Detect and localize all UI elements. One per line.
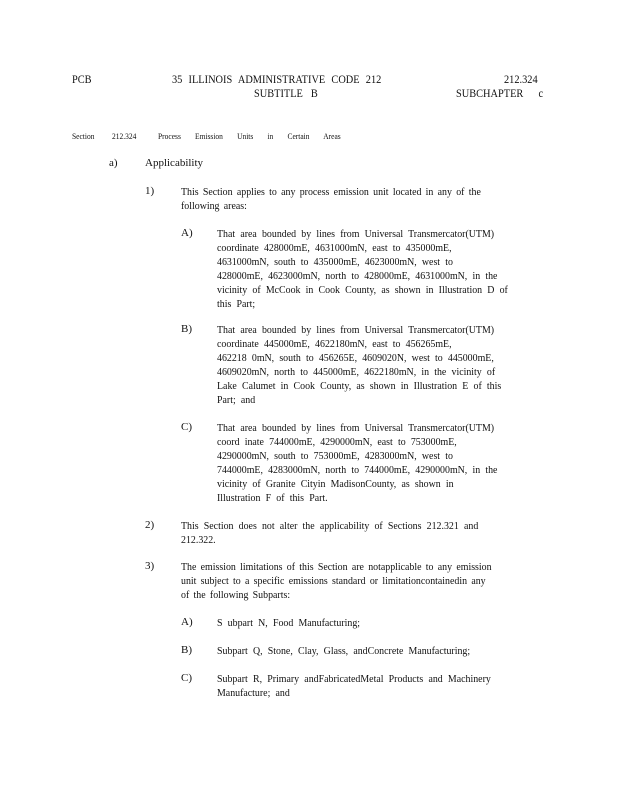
text-line: 4609020mN, north to 445000mE, 4622180mN, in the vicinity of xyxy=(217,366,496,378)
header-subtitle: SUBTITLE B xyxy=(254,88,318,100)
item-1-text xyxy=(181,185,481,213)
text-line: vicinity of McCook in Cook County, as shown in Illustration D of xyxy=(217,284,508,296)
text-line: This Section applies to any process emission unit located in any of the xyxy=(181,186,481,198)
text-line: This Section does not alter the applicability of Sections 212.321 and xyxy=(181,520,479,532)
section-label: Section xyxy=(72,131,95,141)
text-line: That area bounded by lines from Universal Transmercator(UTM) xyxy=(217,422,495,434)
text-line: Illustration F of this Part. xyxy=(217,492,328,504)
text-line: coordinate 428000mE, 4631000mN, east to 435000mE, xyxy=(217,242,452,254)
item-1b-label: B) xyxy=(181,323,192,335)
text-line: coord inate 744000mE, 4290000mN, east to 753000mE, xyxy=(217,436,457,448)
text-line: 462218 0mN, south to 456265E, 4609020N, west to 445000mE, xyxy=(217,352,494,364)
header-section-number: 212.324 xyxy=(504,74,538,86)
text-line: The emission limitations of this Section are notapplicable to any emission xyxy=(181,561,492,573)
item-1b-text xyxy=(217,323,501,407)
text-line: this Part; xyxy=(217,298,256,310)
section-title: Process Emission Units in Certain Areas xyxy=(158,131,341,141)
text-line: That area bounded by lines from Universal Transmercator(UTM) xyxy=(217,228,495,240)
item-3c-label: C) xyxy=(181,672,192,684)
text-line: of the following Subparts: xyxy=(181,589,291,601)
text-line: following areas: xyxy=(181,200,247,212)
item-3a-label: A) xyxy=(181,616,193,628)
text-line: Manufacture; and xyxy=(217,687,290,699)
subsection-a-label: a) xyxy=(109,157,118,169)
header-subchapter: SUBCHAPTER c xyxy=(456,88,544,100)
subsection-a-title: Applicability xyxy=(145,157,204,169)
text-line: 428000mE, 4623000mN, north to 428000mE, 4631000mN, in the xyxy=(217,270,498,282)
header-title: 35 ILLINOIS ADMINISTRATIVE CODE 212 xyxy=(172,74,382,86)
text-line: vicinity of Granite Cityin MadisonCounty, as shown in xyxy=(217,478,454,490)
section-number: 212.324 xyxy=(112,131,137,141)
item-3b-text xyxy=(217,644,470,658)
text-line: Lake Calumet in Cook County, as shown in Illustration E of this xyxy=(217,380,502,392)
item-1c-text xyxy=(217,421,497,505)
text-line: 212.322. xyxy=(181,534,216,546)
text-line: coordinate 445000mE, 4622180mN, east to 456265mE, xyxy=(217,338,452,350)
text-line: Part; and xyxy=(217,394,256,406)
header-left: PCB xyxy=(72,74,92,86)
item-1a-text xyxy=(217,227,508,311)
item-3-text xyxy=(181,560,492,602)
text-line: 4631000mN, south to 435000mE, 4623000mN, west to xyxy=(217,256,453,268)
text-line: Subpart R, Primary andFabricatedMetal Products and Machinery xyxy=(217,673,491,685)
text-line: 744000mE, 4283000mN, north to 744000mE, 4290000mN, in the xyxy=(217,464,498,476)
text-line: 4290000mN, south to 753000mE, 4283000mN, west to xyxy=(217,450,453,462)
item-3a-text xyxy=(217,616,360,630)
item-1-label: 1) xyxy=(145,185,155,197)
item-1c-label: C) xyxy=(181,421,192,433)
item-2-label: 2) xyxy=(145,519,155,531)
text-line: That area bounded by lines from Universal Transmercator(UTM) xyxy=(217,324,495,336)
item-3b-label: B) xyxy=(181,644,192,656)
item-3-label: 3) xyxy=(145,560,155,572)
text-line: S ubpart N, Food Manufacturing; xyxy=(217,617,361,629)
item-2-text xyxy=(181,519,478,547)
item-3c-text xyxy=(217,672,491,700)
item-1a-label: A) xyxy=(181,227,193,239)
text-line: Subpart Q, Stone, Clay, Glass, andConcrete Manufacturing; xyxy=(217,645,471,657)
text-line: unit subject to a specific emissions standard or limitationcontainedin any xyxy=(181,575,486,587)
